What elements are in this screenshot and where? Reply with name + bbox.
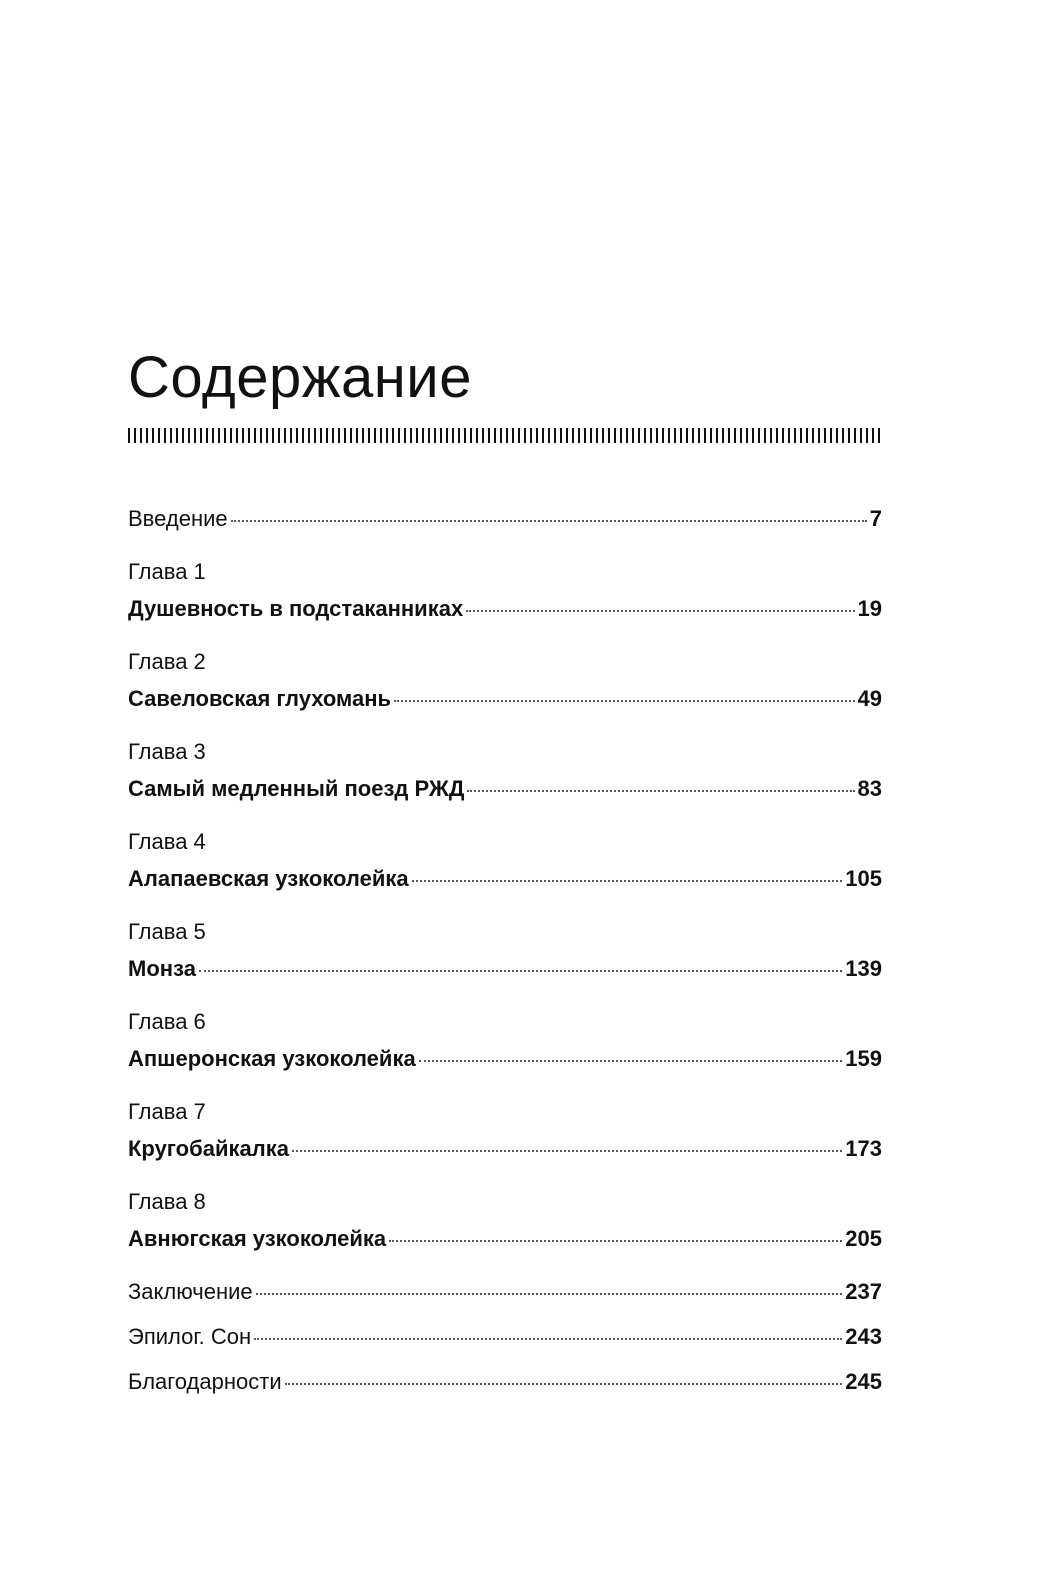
- dot-leader: [394, 698, 854, 702]
- toc-entry-title: Кругобайкалка: [128, 1136, 289, 1161]
- dot-leader: [292, 1148, 842, 1152]
- toc-entry-acknowledgements[interactable]: [128, 1367, 882, 1397]
- toc-entry-epilogue[interactable]: [128, 1322, 882, 1352]
- chapter-label-3: Глава 3: [128, 739, 206, 764]
- chapter-label-4: Глава 4: [128, 829, 206, 854]
- dot-leader: [256, 1291, 843, 1295]
- toc-page-number: 245: [845, 1369, 882, 1394]
- page-title: Содержание: [128, 345, 472, 410]
- toc-entry-title: Монза: [128, 956, 196, 981]
- toc-page-number: 139: [845, 956, 882, 981]
- toc-entry-chapter-3[interactable]: [128, 774, 882, 804]
- dot-leader: [467, 788, 854, 792]
- toc-page-number: 49: [857, 686, 882, 711]
- toc-page: [128, 0, 882, 1584]
- toc-page-number: 19: [857, 596, 882, 621]
- chapter-label-1: Глава 1: [128, 559, 206, 584]
- toc-entry-title: Душевность в подстаканниках: [128, 596, 464, 621]
- toc-page-number: 159: [845, 1046, 882, 1071]
- toc-entry-chapter-6[interactable]: [128, 1044, 882, 1074]
- toc-entry-chapter-2[interactable]: [128, 684, 882, 714]
- toc-entry-title: Авнюгская узкоколейка: [128, 1226, 387, 1251]
- toc-entry-chapter-1[interactable]: [128, 594, 882, 624]
- toc-entry-chapter-7[interactable]: [128, 1134, 882, 1164]
- toc-page-number: 105: [845, 866, 882, 891]
- toc-entry-chapter-4[interactable]: [128, 864, 882, 894]
- dot-leader: [419, 1058, 843, 1062]
- toc-entry-intro[interactable]: [128, 504, 882, 534]
- toc-page-number: 237: [845, 1279, 882, 1304]
- dot-leader: [231, 518, 867, 522]
- toc-entry-title: Самый медленный поезд РЖД: [128, 776, 465, 801]
- toc-entry-label: Эпилог. Сон: [128, 1324, 252, 1349]
- chapter-label-2: Глава 2: [128, 649, 206, 674]
- toc-page-number: 7: [869, 506, 882, 531]
- dot-leader: [466, 608, 854, 612]
- dot-leader: [285, 1381, 843, 1385]
- dot-leader: [254, 1336, 842, 1340]
- chapter-label-6: Глава 6: [128, 1009, 206, 1034]
- dot-leader: [389, 1238, 842, 1242]
- toc-entry-conclusion[interactable]: [128, 1277, 882, 1307]
- chapter-label-7: Глава 7: [128, 1099, 206, 1124]
- toc-page-number: 173: [845, 1136, 882, 1161]
- toc-entry-title: Алапаевская узкоколейка: [128, 866, 409, 891]
- toc-page-number: 243: [845, 1324, 882, 1349]
- toc-entry-label: Заключение: [128, 1279, 253, 1304]
- toc-entry-chapter-5[interactable]: [128, 954, 882, 984]
- dot-leader: [199, 968, 842, 972]
- toc-entry-title: Савеловская глухомань: [128, 686, 392, 711]
- decorative-rule: [128, 428, 882, 443]
- toc-entry-title: Апшеронская узкоколейка: [128, 1046, 416, 1071]
- toc-entry-chapter-8[interactable]: [128, 1224, 882, 1254]
- chapter-label-5: Глава 5: [128, 919, 206, 944]
- toc-entry-label: Благодарности: [128, 1369, 282, 1394]
- dot-leader: [412, 878, 843, 882]
- chapter-label-8: Глава 8: [128, 1189, 206, 1214]
- toc-page-number: 205: [845, 1226, 882, 1251]
- toc-entry-label: Введение: [128, 506, 228, 531]
- toc-page-number: 83: [857, 776, 882, 801]
